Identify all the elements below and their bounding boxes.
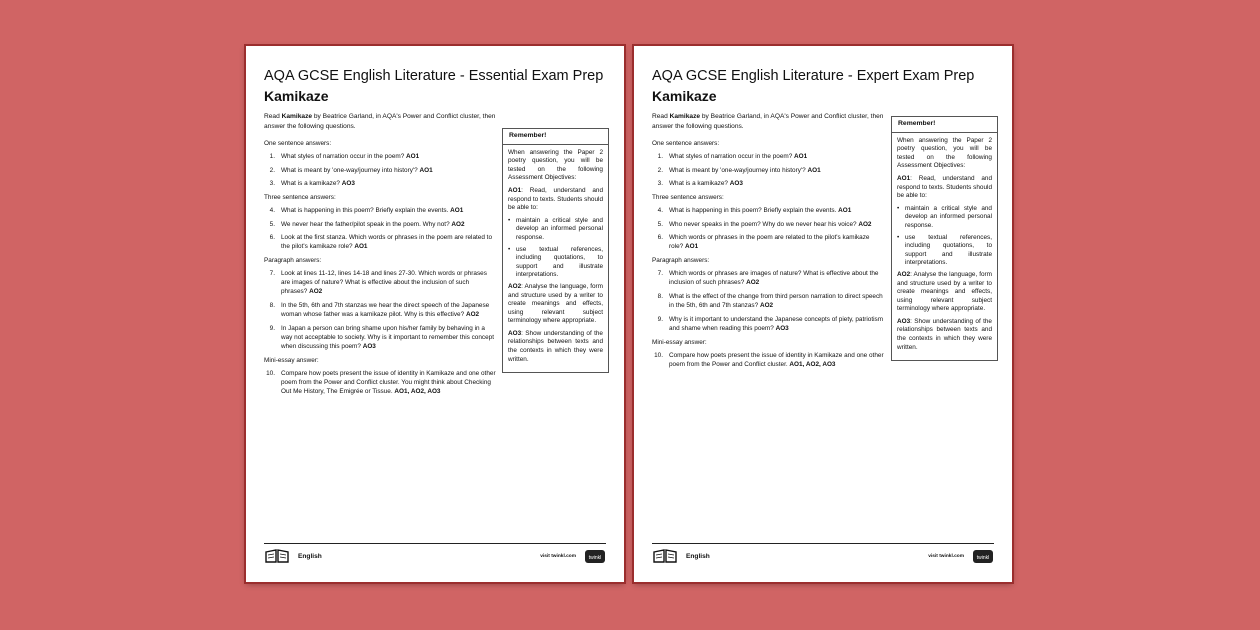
question-item (652, 220, 884, 229)
question-text: What is meant by 'one-way/journey into history'? (669, 166, 806, 174)
remember-box (502, 128, 609, 373)
worksheet-essential (246, 46, 624, 582)
assessment-objective: AO1 (685, 243, 699, 251)
assessment-objective: AO1 (406, 153, 420, 160)
question-text: In Japan a person can bring shame upon his/her family by behaving in a way not acceptable to society. Why is it important to remember this concept when discussing this poem? (281, 324, 494, 350)
ao3-description: AO3: Show understanding of the relationships between texts and the contexts in which they were written. (897, 317, 992, 351)
footer-divider (652, 543, 994, 544)
question-item (652, 152, 884, 161)
question-number: 1. (657, 153, 663, 160)
question-text: Look at the first stanza. Which words or phrases in the poem are related to the pilot's kamikaze role? (281, 234, 492, 251)
question-item (264, 220, 496, 229)
question-number: 5. (657, 220, 663, 228)
bullet-item: • use textual references, including quotations, to support and illustrate interpretations. (508, 245, 603, 279)
question-item (264, 324, 496, 351)
question-item (264, 269, 496, 296)
book-logo-icon (652, 548, 678, 564)
question-text: What is meant by 'one-way/journey into history'? (281, 166, 418, 174)
assessment-objective: AO1 (450, 207, 464, 215)
question-item (264, 152, 496, 161)
question-number: 9. (269, 324, 275, 332)
assessment-objective: AO3 (775, 324, 789, 332)
assessment-objective: AO1, AO2, AO3 (789, 360, 836, 368)
question-text: What is a kamikaze? (669, 180, 728, 188)
footer-url: visit twinkl.com (928, 554, 964, 559)
question-text: What is a kamikaze? (281, 180, 340, 188)
assessment-objective: AO2 (309, 288, 323, 296)
page-subtitle: Kamikaze (264, 88, 329, 104)
question-item (652, 269, 884, 287)
question-item (264, 206, 496, 215)
remember-box (891, 116, 998, 361)
book-logo-icon (264, 548, 290, 564)
remember-heading: Remember! (503, 129, 608, 145)
question-list (652, 134, 884, 373)
assessment-objective: AO1 (838, 207, 852, 215)
question-text: What styles of narration occur in the poem? (281, 153, 405, 160)
assessment-objective: AO1 (794, 153, 808, 160)
question-text: Which words or phrases in the poem are related to the pilot's kamikaze role? (669, 234, 870, 251)
question-number: 7. (269, 270, 275, 278)
question-item (652, 315, 884, 333)
section-heading: Mini-essay answer: (652, 338, 707, 346)
assessment-objective: AO3 (729, 180, 743, 188)
question-number: 5. (269, 220, 275, 228)
assessment-objective: AO3 (362, 342, 376, 350)
question-number: 2. (657, 166, 663, 174)
question-text: In the 5th, 6th and 7th stanzas we hear the direct speech of the Japanese woman whose father was a kamikaze pilot. Why is this effective? (281, 301, 490, 318)
assessment-objective: AO1 (807, 166, 821, 174)
page-title: AQA GCSE English Literature - Essential Exam Prep (264, 68, 604, 84)
question-number: 8. (657, 292, 663, 300)
ao1-description: AO1: Read, understand and respond to texts. Students should be able to: (897, 174, 992, 200)
assessment-objective: AO1 (419, 166, 433, 174)
svg-text:twinkl: twinkl (976, 555, 990, 561)
ao2-description: AO2: Analyse the language, form and structure used by a writer to create meanings and effects, using relevant subject terminology where appropriate. (508, 282, 603, 325)
question-item (264, 166, 496, 175)
twinkl-badge-icon (972, 547, 994, 565)
footer-subject: English (298, 553, 322, 560)
footer-url: visit twinkl.com (540, 554, 576, 559)
question-number: 3. (269, 180, 275, 188)
ao1-description: AO1: Read, understand and respond to texts. Students should be able to: (508, 186, 603, 212)
question-item (264, 179, 496, 188)
question-text: What is happening in this poem? Briefly explain the events. (669, 207, 837, 215)
question-number: 6. (269, 234, 275, 242)
question-item (264, 233, 496, 251)
assessment-objective: AO2 (746, 279, 760, 287)
question-text: Which words or phrases are images of nature? What is effective about the inclusion of such phrases? (669, 270, 879, 287)
question-item (652, 179, 884, 188)
question-text: Why is it important to understand the Japanese concepts of piety, patriotism and shame when reading this poem? (669, 315, 884, 332)
intro-text: Read Kamikaze by Beatrice Garland, in AQA's Power and Conflict cluster, then answer the following questions. (264, 113, 496, 130)
remember-intro: When answering the Paper 2 poetry question, you will be tested on the following Assessment Objectives: (897, 136, 992, 170)
section-heading: Paragraph answers: (264, 257, 322, 265)
question-number: 3. (657, 180, 663, 188)
question-item (652, 233, 884, 251)
question-text: Compare how poets present the issue of identity in Kamikaze and one other poem from the Power and Conflict cluster. You might think about Checking Out Me History, The Emigrée or Tissue. (281, 369, 496, 395)
question-number: 4. (657, 207, 663, 215)
twinkl-badge-icon (584, 547, 606, 565)
ao3-description: AO3: Show understanding of the relationships between texts and the contexts in which they were written. (508, 329, 603, 363)
section-heading: Mini-essay answer: (264, 356, 319, 364)
worksheet-expert (634, 46, 1012, 582)
question-item (264, 301, 496, 319)
section-heading: Three sentence answers: (264, 194, 336, 202)
question-number: 8. (269, 301, 275, 309)
remember-intro: When answering the Paper 2 poetry question, you will be tested on the following Assessment Objectives: (508, 148, 603, 182)
assessment-objective: AO1 (354, 243, 368, 251)
question-number: 6. (657, 234, 663, 242)
question-text: Who never speaks in the poem? Why do we never hear his voice? (669, 220, 857, 228)
question-item (652, 292, 884, 310)
page-subtitle: Kamikaze (652, 88, 717, 104)
question-item (652, 351, 884, 369)
question-text: What is happening in this poem? Briefly explain the events. (281, 207, 449, 215)
question-text: What is the effect of the change from third person narration to direct speech in the 5th, 6th and 7th stanzas? (669, 292, 883, 309)
question-number: 10. (266, 369, 275, 377)
remember-heading: Remember! (892, 117, 997, 133)
assessment-objective: AO2 (451, 220, 465, 228)
question-number: 2. (269, 166, 275, 174)
bullet-item: • maintain a critical style and develop an informed personal response. (897, 204, 992, 229)
question-number: 1. (269, 153, 275, 160)
footer-subject: English (686, 553, 710, 560)
question-text: Compare how poets present the issue of identity in Kamikaze and one other poem from the Power and Conflict cluster. (669, 351, 884, 368)
bullet-item: • maintain a critical style and develop an informed personal response. (508, 216, 603, 241)
page-title: AQA GCSE English Literature - Expert Exam Prep (652, 68, 975, 84)
section-heading: One sentence answers: (264, 140, 332, 147)
assessment-objective: AO1, AO2, AO3 (394, 387, 441, 395)
assessment-objective: AO2 (858, 220, 872, 228)
svg-text:twinkl: twinkl (588, 555, 602, 561)
bullet-item: • use textual references, including quotations, to support and illustrate interpretations. (897, 233, 992, 267)
assessment-objective: AO2 (759, 301, 774, 309)
section-heading: Three sentence answers: (652, 194, 724, 202)
assessment-objective: AO3 (341, 180, 355, 188)
question-list (264, 134, 496, 400)
question-item (652, 206, 884, 215)
assessment-objective: AO2 (465, 310, 480, 318)
question-number: 4. (269, 207, 275, 215)
question-text: We never hear the father/pilot speak in the poem. Why not? (281, 220, 450, 228)
intro-text: Read Kamikaze by Beatrice Garland, in AQA's Power and Conflict cluster, then answer the following questions. (652, 113, 884, 130)
question-number: 10. (654, 351, 663, 359)
question-number: 7. (657, 270, 663, 278)
question-text: Look at lines 11-12, lines 14-18 and lines 27-30. Which words or phrases are images of nature? What is effective about the inclusion of such phrases? (281, 270, 487, 296)
section-heading: Paragraph answers: (652, 257, 710, 265)
footer-divider (264, 543, 606, 544)
question-number: 9. (657, 315, 663, 323)
ao2-description: AO2: Analyse the language, form and structure used by a writer to create meanings and effects, using relevant subject terminology where appropriate. (897, 270, 992, 313)
question-text: What styles of narration occur in the poem? (669, 153, 793, 160)
question-item (264, 369, 496, 396)
section-heading: One sentence answers: (652, 140, 720, 147)
question-item (652, 166, 884, 175)
